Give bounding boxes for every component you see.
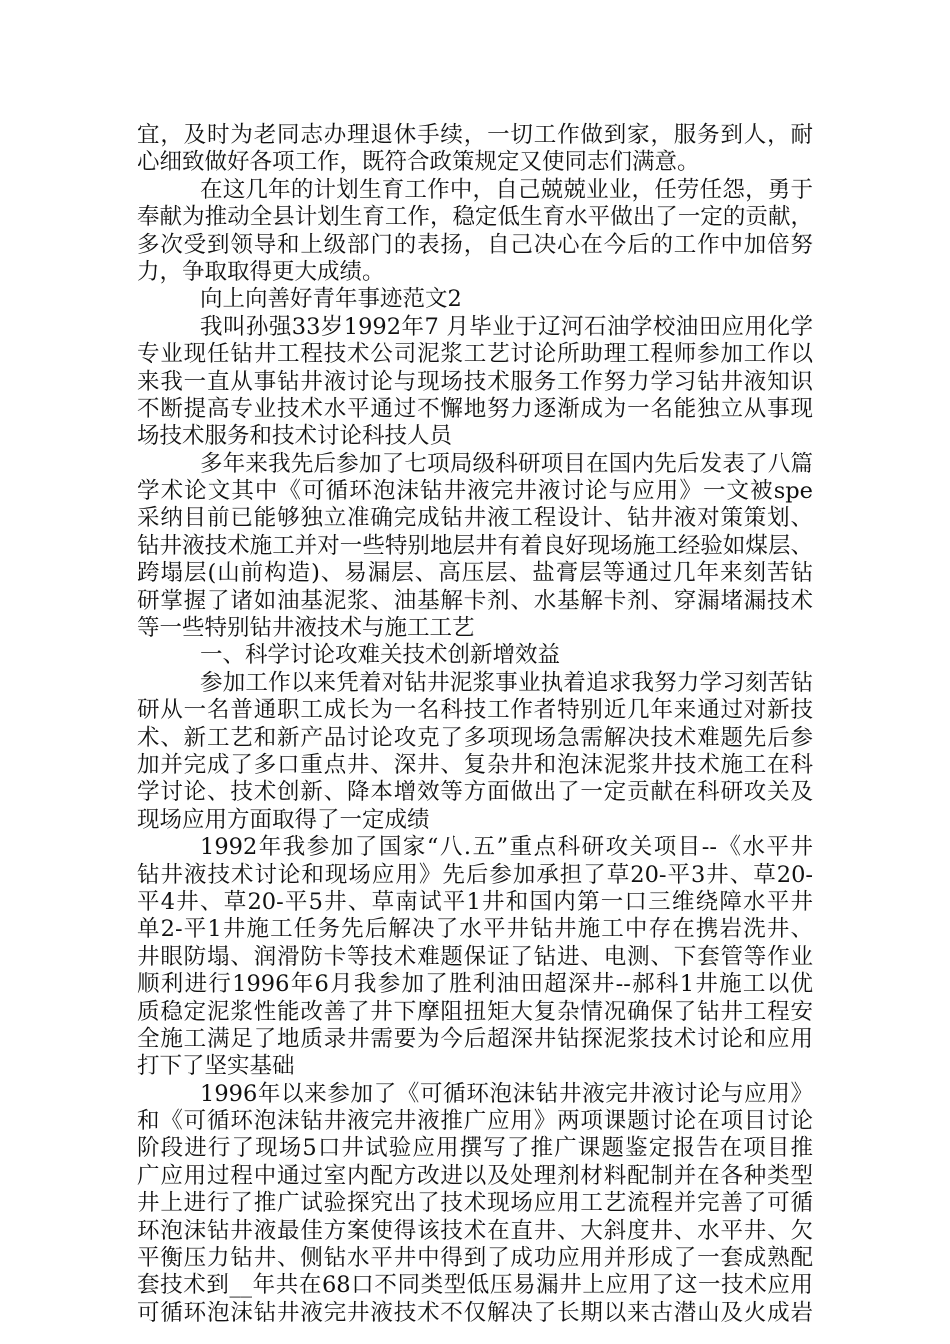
text-line: 全施工满足了地质录井需要为今后超深井钻探泥浆技术讨论和应用 — [137, 1025, 813, 1052]
text-line: 和《可循环泡沫钻井液完井液推广应用》两项课题讨论在项目讨论 — [137, 1108, 813, 1135]
text-line: 研掌握了诸如油基泥浆、油基解卡剂、水基解卡剂、穿漏堵漏技术 — [137, 587, 813, 614]
text-line: 平4井、草20-平5井、草南试平1井和国内第一口三维绕障水平井 — [137, 888, 813, 915]
text-line: 力，争取取得更大成绩。 — [137, 258, 385, 285]
text-line: 钻井液技术施工并对一些特别地层井有着良好现场施工经验如煤层、 — [137, 532, 813, 559]
text-line: 1992年我参加了国家“八.五”重点科研攻关项目--《水平井 — [200, 834, 813, 861]
text-line: 顺利进行1996年6月我参加了胜利油田超深井--郝科1井施工以优 — [137, 971, 813, 998]
text-line: 研从一名普通职工成长为一名科技工作者特别近几年来通过对新技 — [137, 697, 813, 724]
document-page — [137, 122, 813, 1327]
text-line: 心细致做好各项工作，既符合政策规定又使同志们满意。 — [137, 149, 700, 176]
text-line: 奉献为推动全县计划生育工作，稳定低生育水平做出了一定的贡献， — [137, 204, 813, 231]
text-line: 阶段进行了现场5口井试验应用撰写了推广课题鉴定报告在项目推 — [137, 1135, 813, 1162]
text-line: 套技术到__年共在68口不同类型低压易漏井上应用了这一技术应用 — [137, 1272, 813, 1299]
text-line: 可循环泡沫钻井液完井液技术不仅解决了长期以来古潜山及火成岩 — [137, 1299, 813, 1326]
text-line: 打下了坚实基础 — [137, 1053, 295, 1080]
text-line: 我叫孙强33岁1992年7 月毕业于辽河石油学校油田应用化学 — [200, 313, 813, 340]
text-line: 井上进行了推广试验探究出了技术现场应用工艺流程并完善了可循 — [137, 1190, 813, 1217]
text-line: 多次受到领导和上级部门的表扬，自己决心在今后的工作中加倍努 — [137, 231, 813, 258]
text-line: 平衡压力钻井、侧钻水平井中得到了成功应用并形成了一套成熟配 — [137, 1245, 813, 1272]
text-line: 场技术服务和技术讨论科技人员 — [137, 423, 453, 450]
text-line: 井眼防塌、润滑防卡等技术难题保证了钻进、电测、下套管等作业 — [137, 943, 813, 970]
text-line: 不断提高专业技术水平通过不懈地努力逐渐成为一名能独立从事现 — [137, 395, 813, 422]
text-line: 来我一直从事钻井液讨论与现场技术服务工作努力学习钻井液知识 — [137, 368, 813, 395]
text-line: 专业现任钻井工程技术公司泥浆工艺讨论所助理工程师参加工作以 — [137, 341, 813, 368]
text-line: 参加工作以来凭着对钻井泥浆事业执着追求我努力学习刻苦钻 — [200, 669, 813, 696]
text-line: 学术论文其中《可循环泡沫钻井液完井液讨论与应用》一文被spe — [137, 478, 813, 505]
text-line: 现场应用方面取得了一定成绩 — [137, 806, 430, 833]
text-line: 质稳定泥浆性能改善了井下摩阻扭矩大复杂情况确保了钻井工程安 — [137, 998, 813, 1025]
text-line: 多年来我先后参加了七项局级科研项目在国内先后发表了八篇 — [200, 450, 813, 477]
text-line: 加并完成了多口重点井、深井、复杂井和泡沫泥浆井技术施工在科 — [137, 751, 813, 778]
text-line: 术、新工艺和新产品讨论攻克了多项现场急需解决技术难题先后参 — [137, 724, 813, 751]
text-line: 等一些特别钻井液技术与施工工艺 — [137, 615, 475, 642]
text-line: 一、科学讨论攻难关技术创新增效益 — [200, 642, 561, 669]
text-line: 钻井液技术讨论和现场应用》先后参加承担了草20-平3井、草20- — [137, 861, 813, 888]
text-line: 向上向善好青年事迹范文2 — [200, 286, 462, 313]
text-line: 在这几年的计划生育工作中，自己兢兢业业，任劳任怨，勇于 — [200, 176, 813, 203]
text-line: 环泡沫钻井液最佳方案使得该技术在直井、大斜度井、水平井、欠 — [137, 1217, 813, 1244]
text-line: 采纳目前已能够独立准确完成钻井液工程设计、钻井液对策策划、 — [137, 505, 813, 532]
text-line: 学讨论、技术创新、降本增效等方面做出了一定贡献在科研攻关及 — [137, 779, 813, 806]
text-line: 跨塌层(山前构造)、易漏层、高压层、盐膏层等通过几年来刻苦钻 — [137, 560, 813, 587]
text-line: 1996年以来参加了《可循环泡沫钻井液完井液讨论与应用》 — [200, 1080, 813, 1107]
text-line: 广应用过程中通过室内配方改进以及处理剂材料配制并在各种类型 — [137, 1162, 813, 1189]
text-line: 宜，及时为老同志办理退休手续，一切工作做到家，服务到人，耐 — [137, 122, 813, 148]
text-line: 单2-平1井施工任务先后解决了水平井钻井施工中存在携岩洗井、 — [137, 916, 813, 943]
